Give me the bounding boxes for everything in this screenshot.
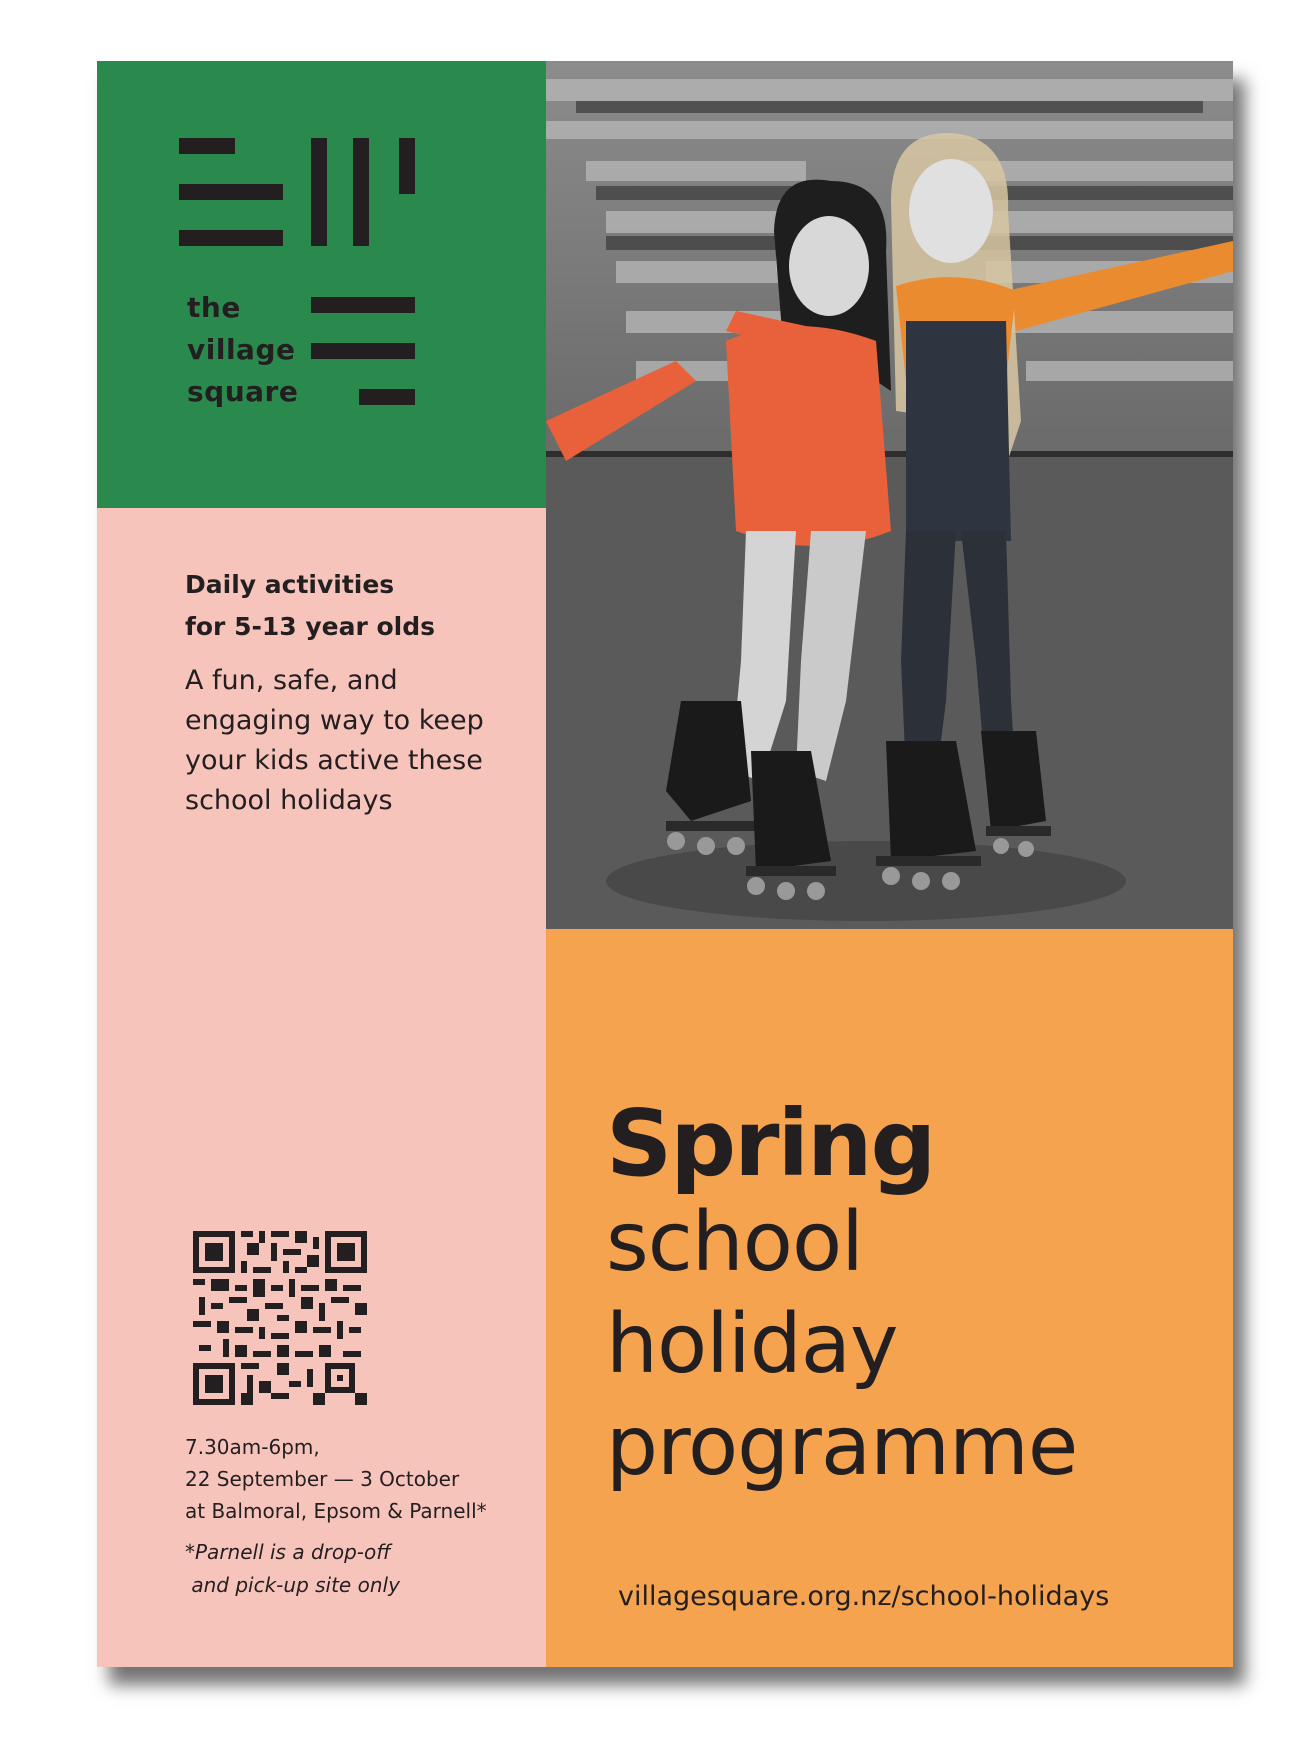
schedule-line: 22 September — 3 October bbox=[185, 1467, 460, 1491]
schedule-details bbox=[185, 1431, 530, 1527]
website-link[interactable]: villagesquare.org.nz/school-holidays bbox=[618, 1581, 1110, 1612]
headline-panel bbox=[546, 929, 1233, 1667]
activity-heading-line: Daily activities bbox=[185, 570, 395, 599]
parnell-footnote bbox=[185, 1536, 530, 1602]
headline-line-programme: programme bbox=[606, 1399, 1078, 1494]
logo-line-the: the bbox=[187, 291, 241, 324]
intro-copy-line: engaging way to keep bbox=[185, 705, 484, 736]
intro-copy-line: A fun, safe, and bbox=[185, 665, 398, 696]
schedule-line: 7.30am-6pm, bbox=[185, 1435, 320, 1459]
activity-heading bbox=[185, 564, 525, 648]
roller-skating-girls-icon bbox=[546, 61, 1233, 929]
logo-line-square: square bbox=[187, 375, 299, 408]
activity-heading-line: for 5-13 year olds bbox=[185, 612, 436, 641]
logo-panel bbox=[97, 61, 546, 508]
intro-copy-line: your kids active these bbox=[185, 745, 483, 776]
headline-line-school: school bbox=[606, 1195, 863, 1290]
roller-skating-photo bbox=[546, 61, 1233, 929]
poster bbox=[97, 61, 1233, 1667]
qr-code-icon[interactable] bbox=[193, 1231, 367, 1405]
headline-line-holiday: holiday bbox=[606, 1297, 898, 1392]
intro-copy-line: school holidays bbox=[185, 785, 393, 816]
logo-wordmark bbox=[187, 287, 298, 413]
schedule-line: at Balmoral, Epsom & Parnell* bbox=[185, 1499, 487, 1523]
headline-spring: Spring bbox=[606, 1090, 935, 1197]
logo-line-village: village bbox=[187, 333, 296, 366]
footnote-line: and pick-up site only bbox=[185, 1573, 400, 1597]
intro-copy bbox=[185, 661, 530, 821]
footnote-line: *Parnell is a drop-off bbox=[185, 1540, 391, 1564]
